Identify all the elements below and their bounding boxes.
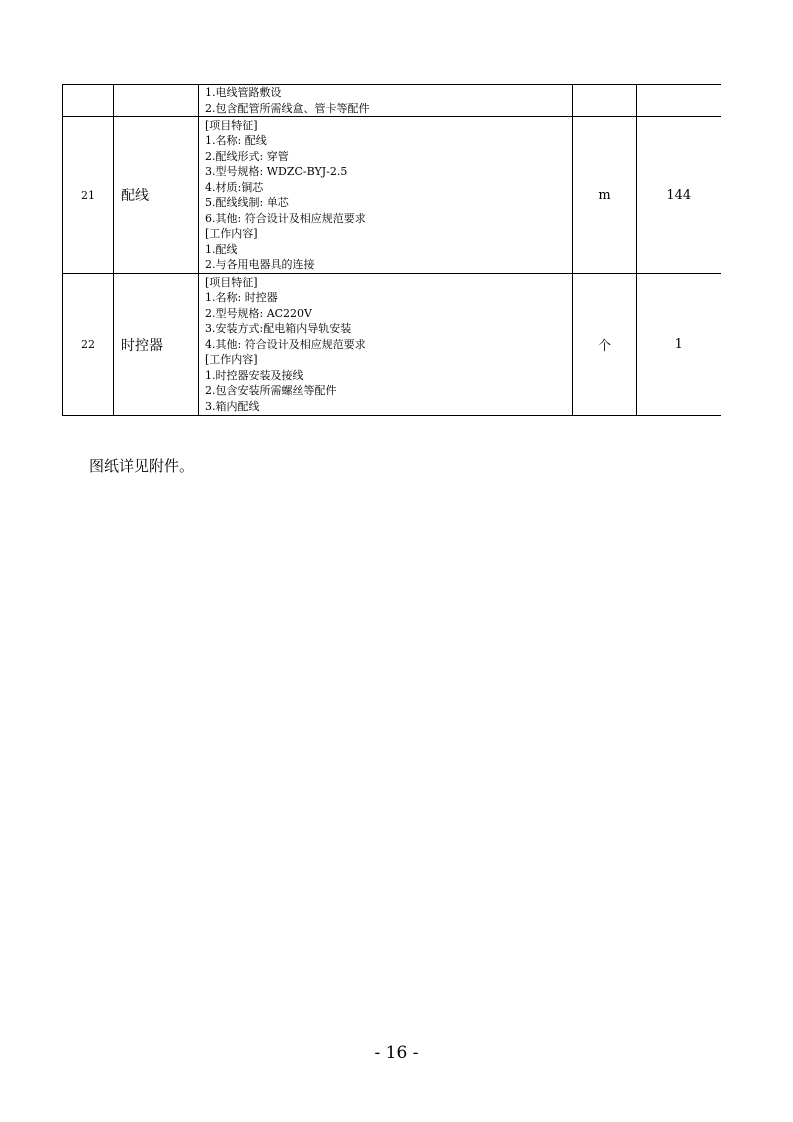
table-row: [63, 117, 721, 274]
item-description: [199, 85, 573, 117]
table-row: [63, 85, 721, 117]
description-line: 2.型号规格: AC220V: [205, 306, 312, 320]
description-line: 1.电线管路敷设: [205, 86, 282, 99]
item-name: 配线: [114, 117, 199, 274]
description-line: 1.名称: 时控器: [205, 291, 278, 305]
row-number: [63, 85, 114, 117]
description-line: 1.名称: 配线: [205, 134, 267, 147]
description-line: 2.包含配管所需线盒、管卡等配件: [205, 101, 370, 115]
description-line: 4.材质:铜芯: [205, 180, 264, 194]
description-line: 5.配线线制: 单芯: [205, 196, 289, 209]
item-unit: [573, 85, 637, 117]
page-number: - 16 -: [374, 1043, 419, 1063]
item-description: [199, 274, 573, 416]
description-line: [工作内容]: [205, 227, 258, 240]
item-name: 时控器: [114, 274, 199, 416]
description-line: [项目特征]: [205, 118, 258, 132]
bill-of-quantities-table: [62, 84, 721, 416]
item-unit: 个: [573, 274, 637, 416]
description-line: 4.其他: 符合设计及相应规范要求: [205, 337, 366, 351]
row-number: 22: [63, 274, 114, 416]
item-quantity: [637, 85, 721, 117]
description-line: 2.与各用电器具的连接: [205, 258, 315, 271]
description-line: 2.包含安装所需螺丝等配件: [205, 384, 337, 398]
description-line: 1.配线: [205, 242, 238, 256]
description-line: 6.其他: 符合设计及相应规范要求: [205, 211, 366, 225]
item-description: [199, 117, 573, 274]
description-line: 2.配线形式: 穿管: [205, 149, 289, 163]
row-number: 21: [63, 117, 114, 274]
attachment-note: 图纸详见附件。: [89, 457, 195, 475]
item-quantity: 144: [637, 117, 721, 274]
item-unit: m: [573, 117, 637, 274]
item-quantity: 1: [637, 274, 721, 416]
description-line: 1.时控器安装及接线: [205, 368, 304, 382]
description-line: [项目特征]: [205, 275, 258, 289]
description-line: 3.型号规格: WDZC-BYJ-2.5: [205, 165, 348, 178]
description-line: 3.安装方式:配电箱内导轨安装: [205, 322, 352, 336]
description-line: [工作内容]: [205, 353, 258, 367]
description-line: 3.箱内配线: [205, 399, 260, 413]
item-name: [114, 85, 199, 117]
table-row: [63, 274, 721, 416]
